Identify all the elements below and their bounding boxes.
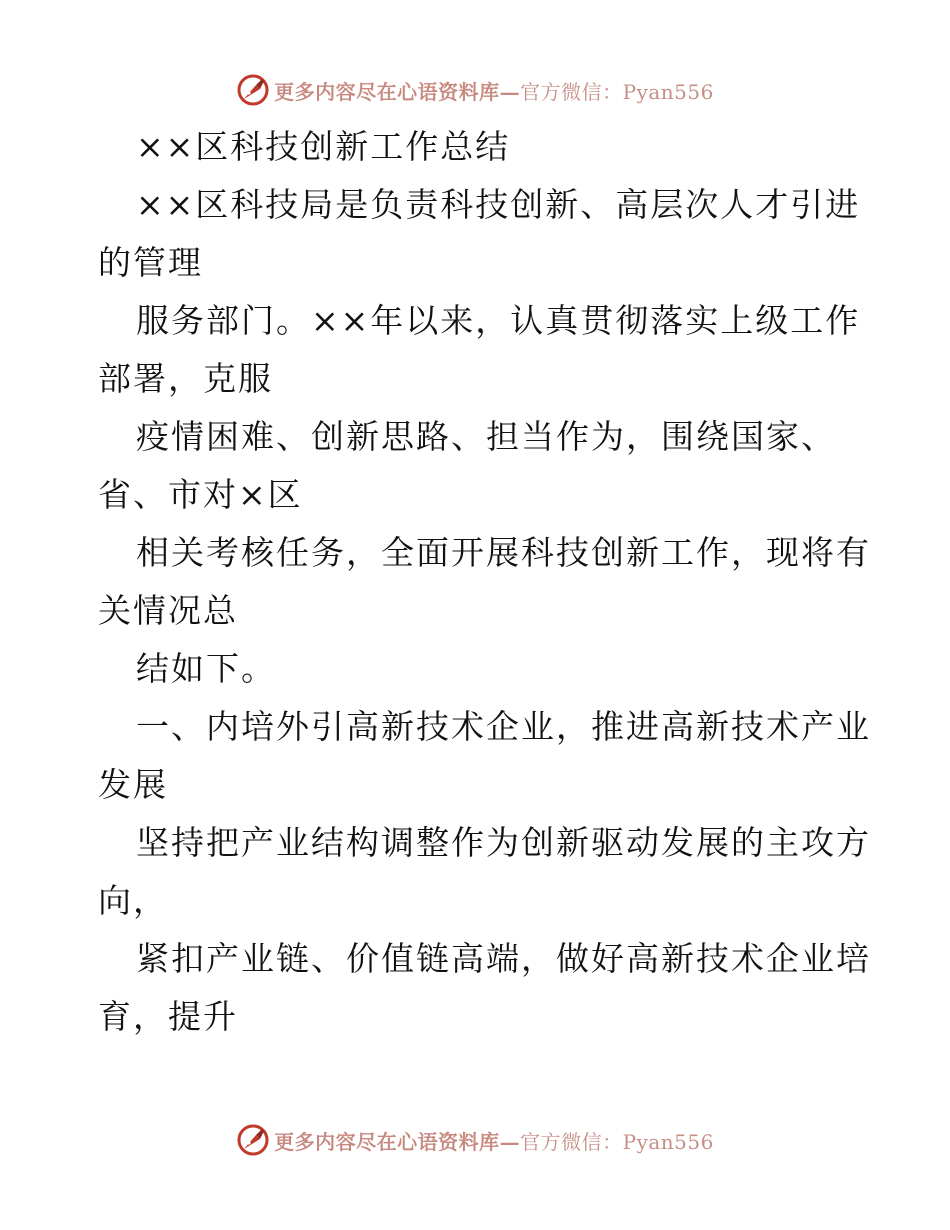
- banner-wechat-text: 官方微信：Pyan556: [520, 79, 714, 104]
- pen-nib-logo-icon: [236, 1123, 270, 1157]
- footer-banner: [0, 1120, 950, 1160]
- banner-library-text: 更多内容尽在心语资料库—: [274, 1129, 521, 1154]
- paragraph-line: 的管理: [98, 243, 203, 282]
- banner-library-text: 更多内容尽在心语资料库—: [274, 79, 521, 104]
- document-body: [98, 118, 871, 1046]
- section-heading-continuation: 发展: [98, 765, 168, 804]
- paragraph-line: 坚持把产业结构调整作为创新驱动发展的主攻方: [136, 823, 871, 862]
- section-heading: 一、内培外引高新技术企业，推进高新技术产业: [136, 707, 871, 746]
- paragraph-line: 育，提升: [98, 997, 238, 1036]
- pen-nib-logo-icon: [236, 73, 270, 107]
- paragraph-line: 服务部门。××年以来，认真贯彻落实上级工作: [136, 301, 861, 340]
- banner-text: [274, 1126, 714, 1155]
- header-banner: [0, 70, 950, 110]
- paragraph-line: 疫情困难、创新思路、担当作为，围绕国家、: [136, 417, 836, 456]
- paragraph-line: 向，: [98, 881, 168, 920]
- paragraph-line: 省、市对×区: [98, 475, 303, 514]
- paragraph-line: 相关考核任务，全面开展科技创新工作，现将有: [136, 533, 871, 572]
- paragraph-line: 结如下。: [136, 649, 276, 688]
- banner-wechat-text: 官方微信：Pyan556: [520, 1129, 714, 1154]
- paragraph-line: 关情况总: [98, 591, 238, 630]
- paragraph-line: 紧扣产业链、价值链高端，做好高新技术企业培: [136, 939, 871, 978]
- paragraph-line: ××区科技局是负责科技创新、高层次人才引进: [136, 185, 861, 224]
- document-title: ××区科技创新工作总结: [136, 127, 511, 166]
- banner-text: [274, 76, 714, 105]
- paragraph-line: 部署，克服: [98, 359, 273, 398]
